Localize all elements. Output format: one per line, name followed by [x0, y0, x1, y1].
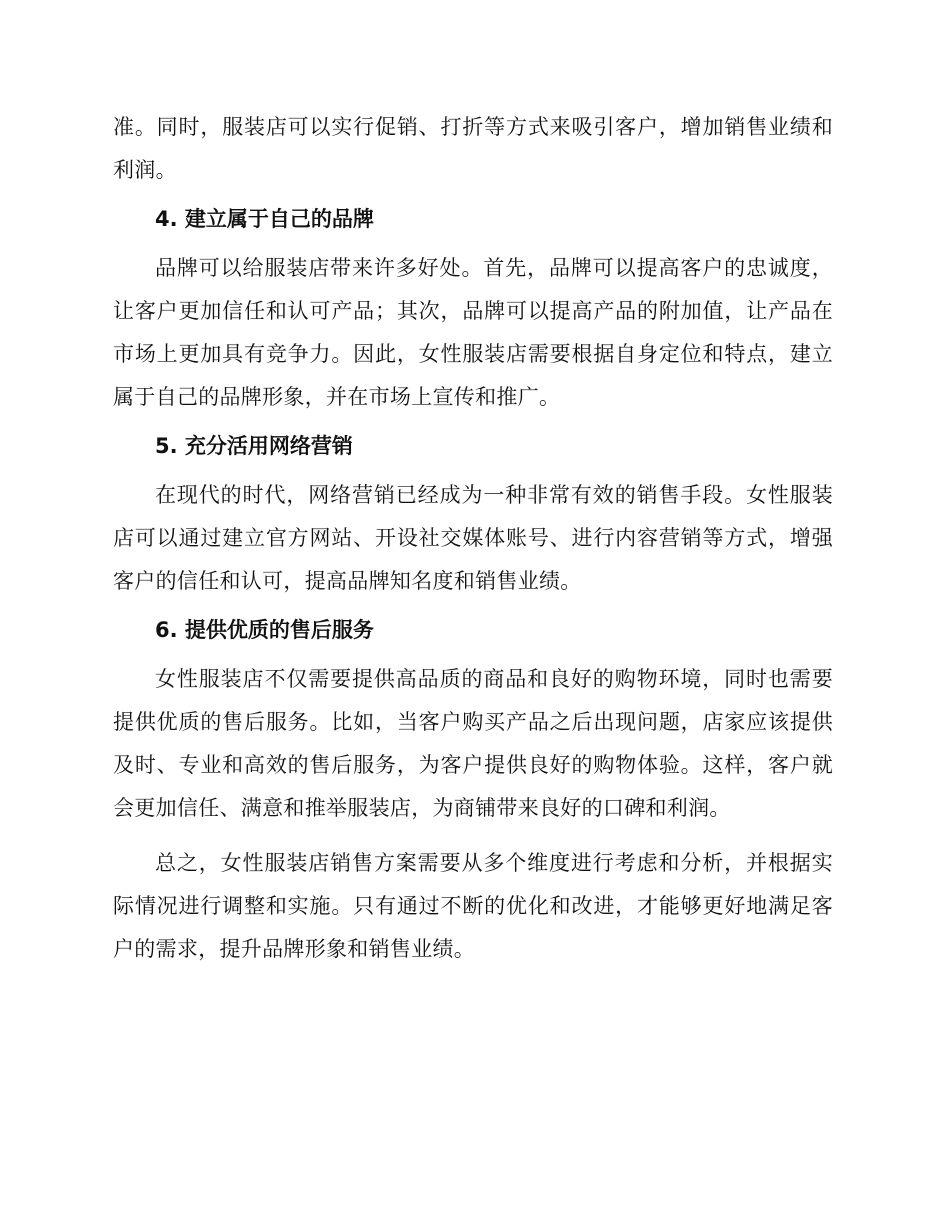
section-heading-brand: 4. 建立属于自己的品牌: [155, 207, 374, 231]
conclusion-paragraph: 总之，女性服装店销售方案需要从多个维度进行考虑和分析，并根据实际情况进行调整和实施。只有通过不断的优化和改进，才能够更好地满足客户的需求，提升品牌形象和销售业绩。: [113, 851, 833, 961]
intro-continuation-paragraph: 准。同时，服装店可以实行促销、打折等方式来吸引客户，增加销售业绩和利润。: [113, 115, 833, 182]
document-page: [113, 106, 833, 971]
section-heading-after-sales: 6. 提供优质的售后服务: [155, 618, 374, 642]
section-body-after-sales: 女性服装店不仅需要提供高品质的商品和良好的购物环境，同时也需要提供优质的售后服务。比如，当客户购买产品之后出现问题，店家应该提供及时、专业和高效的售后服务，为客户提供良好的购物体验。这样，客户就会更加信任、满意和推举服装店，为商铺带来良好的口碑和利润。: [113, 667, 833, 820]
section-body-brand: 品牌可以给服装店带来许多好处。首先，品牌可以提高客户的忠诚度，让客户更加信任和认可产品；其次，品牌可以提高产品的附加值，让产品在市场上更加具有竞争力。因此，女性服装店需要根据自身定位和特点，建立属于自己的品牌形象，并在市场上宣传和推广。: [113, 256, 833, 409]
section-heading-online-marketing: 5. 充分活用网络营销: [155, 434, 353, 458]
section-body-online-marketing: 在现代的时代，网络营销已经成为一种非常有效的销售手段。女性服装店可以通过建立官方网站、开设社交媒体账号、进行内容营销等方式，增强客户的信任和认可，提高品牌知名度和销售业绩。: [113, 483, 833, 593]
